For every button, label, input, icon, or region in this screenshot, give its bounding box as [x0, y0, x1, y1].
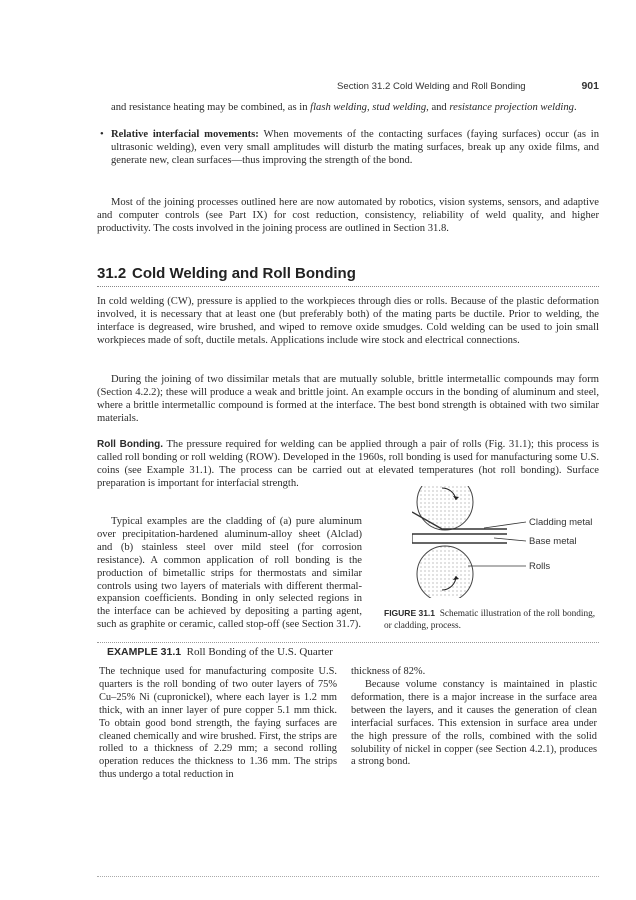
example-title: Roll Bonding of the U.S. Quarter: [186, 646, 333, 658]
rolls-label: Rolls: [529, 561, 551, 572]
examples-paragraph: Typical examples are the cladding of (a) pure aluminum over precipitation-hardened aluminum-alloy sheet (Alclad) and (b) stainless steel over mild steel (for corrosion resistance). A common application of roll bonding is the production of bimetallic strips for thermostats and similar controls using two layers of materials with different thermal-expansion coefficients. Bonding in only selected regions in the interface can be achieved by depositing a parting agent, such as graphite or ceramic, called stop-off (see Section 31.7).: [97, 516, 362, 631]
roll-bonding-text: The pressure required for welding can be applied through a pair of rolls (Fig. 31.1); this process is called roll bonding or roll welding (ROW). Developed in the 1960s, roll bonding is used for manufacturing some U.S. coins (see Example 31.1). The process can be carried out at elevated temperatures (hot roll bonding). Surface preparation is important for interfacial strength.: [97, 439, 599, 489]
automation-paragraph: Most of the joining processes outlined here are now automated by robotics, vision systems, sensors, and adaptive and computer controls (see Part IX) for cost reduction, consistency, reliability of weld quality, and higher productivity. The costs involved in the joining process are outlined in Section 31.8.: [97, 197, 599, 234]
cladding-metal-label: Cladding metal: [529, 517, 593, 528]
example-heading: [107, 646, 333, 658]
figure-caption: [384, 608, 599, 632]
bullet-item: [97, 129, 599, 195]
example-left-column: The technique used for manufacturing composite U.S. quarters is the roll bonding of two outer layers of 75% Cu–25% Ni (cupronickel), where each layer is 1.2 mm thick, with an inner layer of pure copper 5.1 mm thick. To obtain good bond strength, the faying surfaces are cleaned chemically and wire brushed. First, the strips are rolled to a thickness of 2.29 mm; a second rolling operation reduces the thickness to 1.36 mm. The strips thus undergo a total reduction in: [99, 666, 337, 781]
figure-label: FIGURE 31.1: [384, 608, 436, 618]
section-header: Section 31.2 Cold Welding and Roll Bonding: [337, 81, 526, 92]
example-box: [97, 642, 599, 891]
example-right-top: thickness of 82%.: [351, 666, 426, 677]
section-heading: [97, 264, 599, 287]
roll-bonding-paragraph: [97, 439, 599, 491]
upper-roll: [417, 486, 473, 530]
bullet-text: When movements of the contacting surfaces (faying surfaces) occur (as in ultrasonic welding), even very small amplitudes will disturb the mating surfaces, break up any oxide films, and generate new, clean surfaces—thus improving the strength of the bond.: [111, 129, 600, 166]
dissimilar-metals-paragraph: During the joining of two dissimilar metals that are mutually soluble, brittle intermetallic compounds may form (Section 4.2.2); these will produce a weak and brittle joint. An example occurs in the bonding of aluminum and steel, where a brittle intermetallic compound is formed at the interface. The best bond strength is obtained with two similar materials.: [97, 374, 599, 424]
bullet-dot-icon: •: [100, 129, 104, 140]
section-number: 31.2: [97, 265, 127, 282]
example-label: EXAMPLE 31.1: [107, 646, 182, 658]
base-sheet: [412, 534, 507, 543]
running-header: [337, 80, 599, 94]
figure-caption-text: Schematic illustration of the roll bonding, or cladding, process.: [384, 609, 596, 631]
roll-bonding-figure: [412, 486, 632, 598]
roll-bonding-label: Roll Bonding.: [97, 439, 163, 450]
section-title: Cold Welding and Roll Bonding: [132, 265, 356, 282]
divider: [97, 876, 599, 877]
continuation-paragraph: and resistance heating may be combined, as in flash welding, stud welding, and resistance projection welding.: [111, 102, 577, 113]
example-right-paragraph: Because volume constancy is maintained in plastic deformation, there is a major increase in the surface area between the layers, and it causes the generation of clean interfacial surfaces. This extension in surface area under the high pressure of the rolls, combined with the solid solubility of nickel in copper (see Section 4.2.1), produces a strong bond.: [351, 679, 597, 768]
cold-welding-paragraph: In cold welding (CW), pressure is applied to the workpieces through dies or rolls. Because of the plastic deformation involved, it is necessary that at least one (but preferably both) of the mating parts be ductile. Prior to welding, the interface is degreased, wire brushed, and wiped to remove oxide smudges. Cold welding can be used to join small workpieces made of soft, ductile metals. Applications include wire stock and electrical connections.: [97, 296, 599, 346]
bullet-label: Relative interfacial movements:: [111, 129, 259, 140]
base-metal-label: Base metal: [529, 536, 577, 547]
page-number: 901: [581, 80, 599, 92]
